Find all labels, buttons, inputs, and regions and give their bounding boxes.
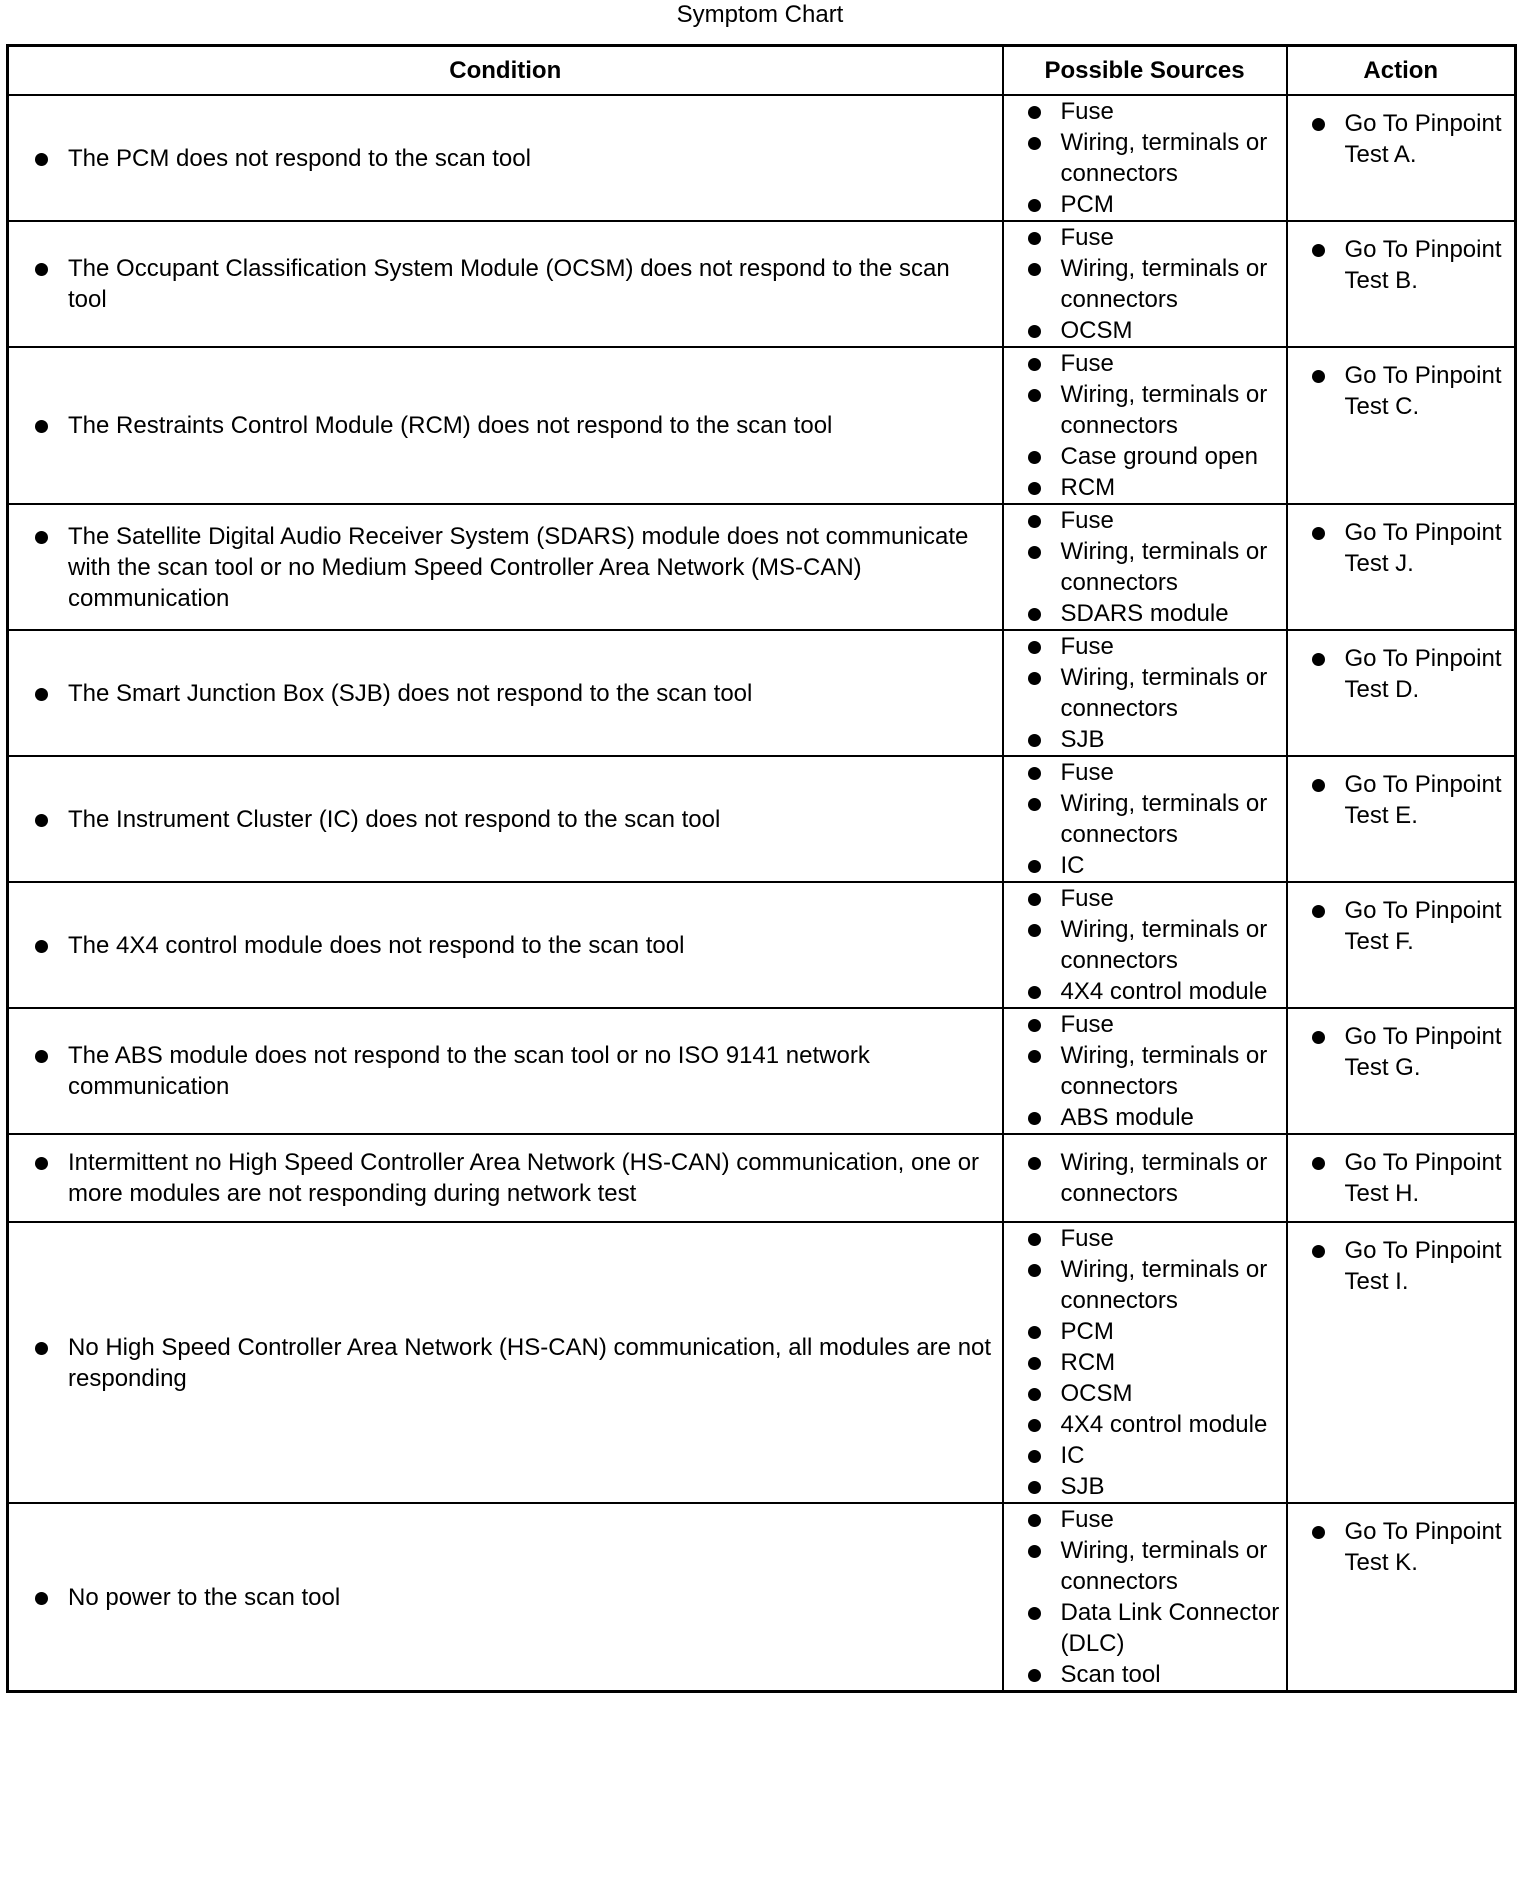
action-text: Go To Pinpoint Test I. — [1310, 1235, 1511, 1297]
source-item: Wiring, terminals or connectors — [1026, 1147, 1282, 1209]
header-condition: Condition — [8, 46, 1003, 96]
action-text: Go To Pinpoint Test B. — [1310, 234, 1511, 296]
action-text: Go To Pinpoint Test G. — [1310, 1021, 1511, 1083]
source-item: 4X4 control module — [1026, 1409, 1282, 1440]
condition-cell — [8, 882, 1003, 1008]
table-row — [8, 95, 1516, 221]
source-item: IC — [1026, 1440, 1282, 1471]
source-item: OCSM — [1026, 1378, 1282, 1409]
source-item: Wiring, terminals or connectors — [1026, 1254, 1282, 1316]
action-cell — [1287, 95, 1516, 221]
source-item: Fuse — [1026, 631, 1282, 662]
action-cell — [1287, 1222, 1516, 1503]
source-item: Wiring, terminals or connectors — [1026, 127, 1282, 189]
possible-sources-cell — [1003, 1008, 1287, 1134]
table-row — [8, 504, 1516, 630]
source-item: Wiring, terminals or connectors — [1026, 1040, 1282, 1102]
source-item: Wiring, terminals or connectors — [1026, 914, 1282, 976]
source-item: RCM — [1026, 472, 1282, 503]
possible-sources-cell — [1003, 221, 1287, 347]
source-item: SJB — [1026, 1471, 1282, 1502]
action-cell — [1287, 221, 1516, 347]
source-item: SJB — [1026, 724, 1282, 755]
source-item: PCM — [1026, 1316, 1282, 1347]
source-item: RCM — [1026, 1347, 1282, 1378]
chart-body — [8, 95, 1516, 1692]
source-item: Fuse — [1026, 505, 1282, 536]
condition-cell — [8, 347, 1003, 504]
condition-cell — [8, 630, 1003, 756]
source-item: Fuse — [1026, 1504, 1282, 1535]
action-cell — [1287, 347, 1516, 504]
page-title: Symptom Chart — [676, 1, 844, 28]
symptom-chart-table — [6, 44, 1517, 1693]
condition-cell — [8, 1503, 1003, 1692]
source-item: 4X4 control module — [1026, 976, 1282, 1007]
condition-text: No High Speed Controller Area Network (HS-CAN) communication, all modules are not responding — [33, 1332, 994, 1394]
table-row — [8, 1008, 1516, 1134]
action-cell — [1287, 1008, 1516, 1134]
possible-sources-cell — [1003, 630, 1287, 756]
possible-sources-cell — [1003, 347, 1287, 504]
condition-cell — [8, 221, 1003, 347]
action-cell — [1287, 630, 1516, 756]
source-item: Wiring, terminals or connectors — [1026, 662, 1282, 724]
possible-sources-cell — [1003, 95, 1287, 221]
action-text: Go To Pinpoint Test E. — [1310, 769, 1511, 831]
table-row — [8, 1222, 1516, 1503]
condition-text: The Occupant Classification System Module (OCSM) does not respond to the scan tool — [33, 253, 994, 315]
action-cell — [1287, 1134, 1516, 1222]
table-row — [8, 347, 1516, 504]
header-action: Action — [1287, 46, 1516, 96]
action-cell — [1287, 504, 1516, 630]
source-item: Wiring, terminals or connectors — [1026, 253, 1282, 315]
source-item: Fuse — [1026, 96, 1282, 127]
condition-cell — [8, 504, 1003, 630]
condition-text: No power to the scan tool — [33, 1582, 994, 1613]
source-item: Fuse — [1026, 883, 1282, 914]
condition-text: The Smart Junction Box (SJB) does not respond to the scan tool — [33, 678, 994, 709]
header-possible-sources: Possible Sources — [1003, 46, 1287, 96]
source-item: Wiring, terminals or connectors — [1026, 536, 1282, 598]
action-text: Go To Pinpoint Test D. — [1310, 643, 1511, 705]
possible-sources-cell — [1003, 1503, 1287, 1692]
action-cell — [1287, 882, 1516, 1008]
action-text: Go To Pinpoint Test J. — [1310, 517, 1511, 579]
possible-sources-cell — [1003, 882, 1287, 1008]
source-item: Wiring, terminals or connectors — [1026, 1535, 1282, 1597]
condition-text: Intermittent no High Speed Controller Area Network (HS-CAN) communication, one or more modules are not responding during network test — [33, 1147, 994, 1209]
possible-sources-cell — [1003, 756, 1287, 882]
source-item: Case ground open — [1026, 441, 1282, 472]
action-text: Go To Pinpoint Test H. — [1310, 1147, 1511, 1209]
condition-cell — [8, 1222, 1003, 1503]
source-item: Fuse — [1026, 757, 1282, 788]
condition-text: The PCM does not respond to the scan tool — [33, 143, 994, 174]
source-item: Fuse — [1026, 222, 1282, 253]
source-item: Fuse — [1026, 1009, 1282, 1040]
possible-sources-cell — [1003, 1222, 1287, 1503]
condition-cell — [8, 1008, 1003, 1134]
action-cell — [1287, 1503, 1516, 1692]
source-item: Wiring, terminals or connectors — [1026, 379, 1282, 441]
source-item: PCM — [1026, 189, 1282, 220]
source-item: Scan tool — [1026, 1659, 1282, 1690]
table-row — [8, 630, 1516, 756]
condition-text: The Satellite Digital Audio Receiver System (SDARS) module does not communicate with the scan tool or no Medium Speed Controller Area Network (MS-CAN) communication — [33, 521, 994, 614]
condition-cell — [8, 1134, 1003, 1222]
condition-text: The Instrument Cluster (IC) does not respond to the scan tool — [33, 804, 994, 835]
condition-text: The ABS module does not respond to the scan tool or no ISO 9141 network communication — [33, 1040, 994, 1102]
source-item: OCSM — [1026, 315, 1282, 346]
source-item: Wiring, terminals or connectors — [1026, 788, 1282, 850]
source-item: ABS module — [1026, 1102, 1282, 1133]
condition-text: The 4X4 control module does not respond to the scan tool — [33, 930, 994, 961]
action-text: Go To Pinpoint Test C. — [1310, 360, 1511, 422]
table-row — [8, 756, 1516, 882]
table-row — [8, 1134, 1516, 1222]
source-item: IC — [1026, 850, 1282, 881]
action-text: Go To Pinpoint Test K. — [1310, 1516, 1511, 1578]
possible-sources-cell — [1003, 1134, 1287, 1222]
condition-cell — [8, 95, 1003, 221]
condition-cell — [8, 756, 1003, 882]
table-row — [8, 882, 1516, 1008]
action-text: Go To Pinpoint Test F. — [1310, 895, 1511, 957]
source-item: Fuse — [1026, 1223, 1282, 1254]
source-item: SDARS module — [1026, 598, 1282, 629]
possible-sources-cell — [1003, 504, 1287, 630]
action-cell — [1287, 756, 1516, 882]
condition-text: The Restraints Control Module (RCM) does not respond to the scan tool — [33, 410, 994, 441]
source-item: Fuse — [1026, 348, 1282, 379]
header-row — [8, 46, 1516, 96]
table-row — [8, 1503, 1516, 1692]
source-item: Data Link Connector (DLC) — [1026, 1597, 1282, 1659]
table-row — [8, 221, 1516, 347]
action-text: Go To Pinpoint Test A. — [1310, 108, 1511, 170]
